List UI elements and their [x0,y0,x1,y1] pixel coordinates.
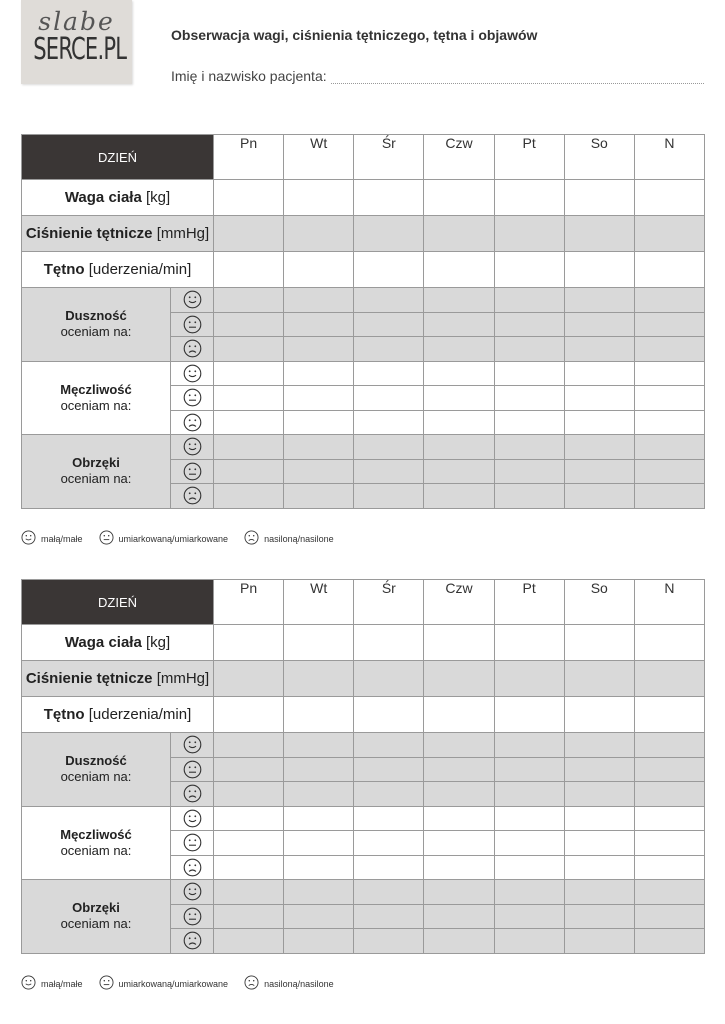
symptom-cell[interactable] [214,484,284,509]
symptom-cell[interactable] [354,288,424,313]
symptom-cell[interactable] [564,435,634,460]
symptom-cell[interactable] [354,929,424,954]
symptom-cell[interactable] [634,435,704,460]
sad-face-icon [171,929,214,954]
symptom-cell[interactable] [424,410,494,435]
symptom-row [22,288,705,313]
symptom-row [22,435,705,460]
symptom-cell[interactable] [564,904,634,929]
pulse-cell[interactable] [634,697,704,733]
symptom-cell[interactable] [494,484,564,509]
day-5: So [564,580,634,625]
weight-row [22,625,705,661]
symptom-cell[interactable] [634,386,704,411]
pulse-row [22,252,705,288]
symptom-cell[interactable] [494,459,564,484]
symptom-cell[interactable] [424,288,494,313]
patient-name-line[interactable] [331,71,704,84]
symptom-cell[interactable] [424,435,494,460]
symptom-cell[interactable] [284,806,354,831]
day-1: Wt [284,135,354,180]
symptom-cell[interactable] [284,733,354,758]
page-title: Obserwacja wagi, ciśnienia tętniczego, tętna i objawów [171,27,538,43]
pressure-cell[interactable] [564,216,634,252]
pulse-cell[interactable] [354,697,424,733]
pressure-row [22,216,705,252]
symptom-label-1 [22,361,171,435]
symptom-cell[interactable] [214,459,284,484]
symptom-sub: oceniam na: [60,471,132,487]
legend-small [21,975,83,992]
symptom-cell[interactable] [214,361,284,386]
pulse-label-text: Tętno [43,261,85,278]
weight-label-text: Waga ciała [64,189,142,206]
weight-label [22,180,214,216]
pulse-cell[interactable] [424,252,494,288]
symptom-cell[interactable] [424,337,494,362]
legend-moderate [99,975,229,992]
symptom-cell[interactable] [494,831,564,856]
symptom-cell[interactable] [354,386,424,411]
symptom-cell[interactable] [354,459,424,484]
sad-face-icon [171,337,214,362]
weight-cell[interactable] [214,180,284,216]
symptom-cell[interactable] [424,733,494,758]
weight-cell[interactable] [354,180,424,216]
symptom-cell[interactable] [564,337,634,362]
symptom-cell[interactable] [354,904,424,929]
symptom-cell[interactable] [494,361,564,386]
symptom-sub: oceniam na: [60,769,132,785]
patient-name-label: Imię i nazwisko pacjenta: [171,68,327,84]
legend-moderate-label: umiarkowaną/umiarkowane [118,978,229,989]
pressure-cell[interactable] [214,216,284,252]
pressure-label-text: Ciśnienie tętnicze [25,225,153,242]
symptom-cell[interactable] [214,806,284,831]
smile-face-icon [21,530,41,547]
sad-face-icon [244,530,264,547]
sad-face-icon [171,782,214,807]
symptom-cell[interactable] [424,831,494,856]
symptom-cell[interactable] [284,386,354,411]
day-2: Śr [354,135,424,180]
symptom-cell[interactable] [494,410,564,435]
symptom-cell[interactable] [284,337,354,362]
symptom-name: Obrzęki [72,455,120,471]
day-header: DZIEŃ [22,135,214,180]
legend-small-label: małą/małe [41,978,83,989]
symptom-cell[interactable] [494,312,564,337]
symptom-cell[interactable] [494,337,564,362]
symptom-cell[interactable] [284,757,354,782]
symptom-row [22,806,705,831]
symptom-cell[interactable] [284,929,354,954]
symptom-cell[interactable] [354,757,424,782]
symptom-cell[interactable] [494,855,564,880]
weight-cell[interactable] [284,180,354,216]
legend-small-label: małą/małe [41,533,83,544]
pressure-unit: [mmHg] [156,225,210,242]
symptom-name: Obrzęki [72,900,120,916]
symptom-cell[interactable] [634,880,704,905]
symptom-cell[interactable] [354,410,424,435]
pressure-cell[interactable] [564,661,634,697]
symptom-cell[interactable] [634,929,704,954]
pressure-label-text: Ciśnienie tętnicze [25,670,153,687]
symptom-cell[interactable] [284,459,354,484]
symptom-cell[interactable] [634,831,704,856]
symptom-cell[interactable] [424,855,494,880]
symptom-cell[interactable] [564,312,634,337]
weight-cell[interactable] [634,625,704,661]
pressure-cell[interactable] [354,661,424,697]
pulse-cell[interactable] [284,252,354,288]
neutral-face-icon [171,757,214,782]
pressure-label [22,216,214,252]
symptom-cell[interactable] [284,288,354,313]
symptom-cell[interactable] [214,880,284,905]
pulse-cell[interactable] [634,252,704,288]
pressure-row [22,661,705,697]
symptom-cell[interactable] [214,410,284,435]
symptom-cell[interactable] [494,435,564,460]
sad-face-icon [171,484,214,509]
pressure-cell[interactable] [284,661,354,697]
weight-cell[interactable] [564,180,634,216]
symptom-row [22,361,705,386]
pulse-row [22,697,705,733]
weight-cell[interactable] [634,180,704,216]
symptom-cell[interactable] [564,806,634,831]
day-0: Pn [214,135,284,180]
symptom-cell[interactable] [494,929,564,954]
sad-face-icon [171,855,214,880]
symptom-cell[interactable] [354,782,424,807]
weight-row [22,180,705,216]
day-6: N [634,580,704,625]
observation-table-2 [21,579,705,954]
pulse-unit: [uderzenia/min] [88,706,192,723]
day-6: N [634,135,704,180]
weight-cell[interactable] [424,625,494,661]
pressure-cell[interactable] [284,216,354,252]
day-3: Czw [424,580,494,625]
day-header: DZIEŃ [22,580,214,625]
symptom-cell[interactable] [424,929,494,954]
symptom-cell[interactable] [494,733,564,758]
weight-unit: [kg] [145,189,171,206]
symptom-sub: oceniam na: [60,397,132,413]
symptom-cell[interactable] [424,484,494,509]
legend-severe [244,975,334,992]
pulse-cell[interactable] [424,697,494,733]
symptom-cell[interactable] [564,929,634,954]
pressure-unit: [mmHg] [156,670,210,687]
symptom-cell[interactable] [354,484,424,509]
sad-face-icon [244,975,264,992]
symptom-cell[interactable] [424,806,494,831]
symptom-cell[interactable] [634,288,704,313]
symptom-row [22,733,705,758]
weight-cell[interactable] [494,180,564,216]
legend-severe-label: nasiloną/nasilone [264,533,334,544]
symptom-label-0 [22,288,171,362]
symptom-cell[interactable] [284,880,354,905]
neutral-face-icon [171,459,214,484]
pulse-cell[interactable] [564,252,634,288]
smile-face-icon [171,361,214,386]
weight-cell[interactable] [214,625,284,661]
symptom-cell[interactable] [424,312,494,337]
symptom-label-2 [22,435,171,509]
pressure-label [22,661,214,697]
pressure-cell[interactable] [634,216,704,252]
symptom-cell[interactable] [494,880,564,905]
symptom-row [22,880,705,905]
symptom-cell[interactable] [354,806,424,831]
pulse-cell[interactable] [214,697,284,733]
symptom-cell[interactable] [354,337,424,362]
symptom-cell[interactable] [214,782,284,807]
weight-cell[interactable] [564,625,634,661]
symptom-cell[interactable] [634,312,704,337]
pressure-cell[interactable] [494,661,564,697]
symptom-cell[interactable] [564,782,634,807]
symptom-cell[interactable] [494,806,564,831]
day-4: Pt [494,135,564,180]
logo [21,0,132,84]
symptom-cell[interactable] [564,484,634,509]
smile-face-icon [171,435,214,460]
neutral-face-icon [171,904,214,929]
pulse-cell[interactable] [494,252,564,288]
pulse-cell[interactable] [284,697,354,733]
symptom-cell[interactable] [354,831,424,856]
symptom-cell[interactable] [214,855,284,880]
symptom-cell[interactable] [284,904,354,929]
legend-severe [244,530,334,547]
symptom-cell[interactable] [284,410,354,435]
symptom-name: Duszność [65,308,127,324]
symptom-cell[interactable] [494,757,564,782]
symptom-cell[interactable] [214,312,284,337]
pulse-label [22,697,214,733]
pressure-cell[interactable] [424,661,494,697]
symptom-cell[interactable] [424,361,494,386]
symptom-cell[interactable] [634,757,704,782]
symptom-cell[interactable] [564,459,634,484]
legend-moderate-label: umiarkowaną/umiarkowane [118,533,229,544]
symptom-cell[interactable] [284,312,354,337]
symptom-cell[interactable] [214,929,284,954]
symptom-cell[interactable] [284,484,354,509]
smile-face-icon [171,806,214,831]
smile-face-icon [171,288,214,313]
symptom-cell[interactable] [564,855,634,880]
symptom-cell[interactable] [634,459,704,484]
pulse-cell[interactable] [214,252,284,288]
weight-unit: [kg] [145,634,171,651]
symptom-cell[interactable] [564,831,634,856]
symptom-cell[interactable] [424,880,494,905]
symptom-cell[interactable] [214,435,284,460]
neutral-face-icon [171,386,214,411]
symptom-sub: oceniam na: [60,842,132,858]
pressure-cell[interactable] [214,661,284,697]
symptom-cell[interactable] [284,435,354,460]
observation-table-1 [21,134,705,509]
smile-face-icon [171,733,214,758]
symptom-cell[interactable] [354,312,424,337]
pulse-cell[interactable] [494,697,564,733]
symptom-cell[interactable] [214,757,284,782]
pressure-cell[interactable] [354,216,424,252]
weight-label-text: Waga ciała [64,634,142,651]
day-5: So [564,135,634,180]
day-4: Pt [494,580,564,625]
symptom-cell[interactable] [634,484,704,509]
symptom-cell[interactable] [564,410,634,435]
symptom-cell[interactable] [634,410,704,435]
symptom-cell[interactable] [634,733,704,758]
symptom-cell[interactable] [214,831,284,856]
day-3: Czw [424,135,494,180]
neutral-face-icon [99,530,119,547]
symptom-cell[interactable] [214,288,284,313]
symptom-cell[interactable] [284,782,354,807]
weight-label [22,625,214,661]
symptom-cell[interactable] [284,361,354,386]
symptom-cell[interactable] [424,386,494,411]
day-0: Pn [214,580,284,625]
symptom-cell[interactable] [424,757,494,782]
symptom-cell[interactable] [214,904,284,929]
symptom-cell[interactable] [634,782,704,807]
symptom-cell[interactable] [634,904,704,929]
symptom-cell[interactable] [564,880,634,905]
weight-cell[interactable] [494,625,564,661]
symptom-cell[interactable] [354,855,424,880]
sad-face-icon [171,410,214,435]
symptom-cell[interactable] [424,459,494,484]
symptom-cell[interactable] [214,733,284,758]
symptom-name: Duszność [65,753,127,769]
symptom-cell[interactable] [284,831,354,856]
symptom-cell[interactable] [564,757,634,782]
logo-line1: slabe [38,7,115,36]
neutral-face-icon [171,312,214,337]
weight-cell[interactable] [354,625,424,661]
smile-face-icon [171,880,214,905]
pulse-unit: [uderzenia/min] [88,261,192,278]
pressure-cell[interactable] [424,216,494,252]
symptom-cell[interactable] [564,386,634,411]
day-2: Śr [354,580,424,625]
symptom-label-1 [22,806,171,880]
symptom-cell[interactable] [494,904,564,929]
pulse-label-text: Tętno [43,706,85,723]
pulse-cell[interactable] [354,252,424,288]
symptom-cell[interactable] [354,361,424,386]
symptom-cell[interactable] [634,337,704,362]
neutral-face-icon [99,975,119,992]
symptom-cell[interactable] [494,782,564,807]
patient-name-field[interactable] [171,68,704,84]
pulse-cell[interactable] [564,697,634,733]
smile-face-icon [21,975,41,992]
legend-moderate [99,530,229,547]
legend [21,975,350,992]
symptom-cell[interactable] [564,733,634,758]
symptom-label-0 [22,733,171,807]
legend [21,530,350,547]
symptom-cell[interactable] [284,855,354,880]
symptom-cell[interactable] [424,782,494,807]
legend-small [21,530,83,547]
symptom-name: Męczliwość [60,826,132,842]
day-1: Wt [284,580,354,625]
neutral-face-icon [171,831,214,856]
symptom-cell[interactable] [214,337,284,362]
pulse-label [22,252,214,288]
pressure-cell[interactable] [494,216,564,252]
symptom-name: Męczliwość [60,381,132,397]
legend-severe-label: nasiloną/nasilone [264,978,334,989]
weight-cell[interactable] [284,625,354,661]
pressure-cell[interactable] [634,661,704,697]
symptom-sub: oceniam na: [60,324,132,340]
symptom-cell[interactable] [494,288,564,313]
symptom-cell[interactable] [634,806,704,831]
symptom-sub: oceniam na: [60,916,132,932]
symptom-cell[interactable] [494,386,564,411]
symptom-cell[interactable] [634,361,704,386]
symptom-cell[interactable] [634,855,704,880]
symptom-cell[interactable] [354,880,424,905]
symptom-label-2 [22,880,171,954]
symptom-cell[interactable] [564,288,634,313]
symptom-cell[interactable] [354,435,424,460]
symptom-cell[interactable] [214,386,284,411]
logo-line2: SERCE.PL [33,32,127,67]
symptom-cell[interactable] [564,361,634,386]
symptom-cell[interactable] [354,733,424,758]
weight-cell[interactable] [424,180,494,216]
symptom-cell[interactable] [424,904,494,929]
